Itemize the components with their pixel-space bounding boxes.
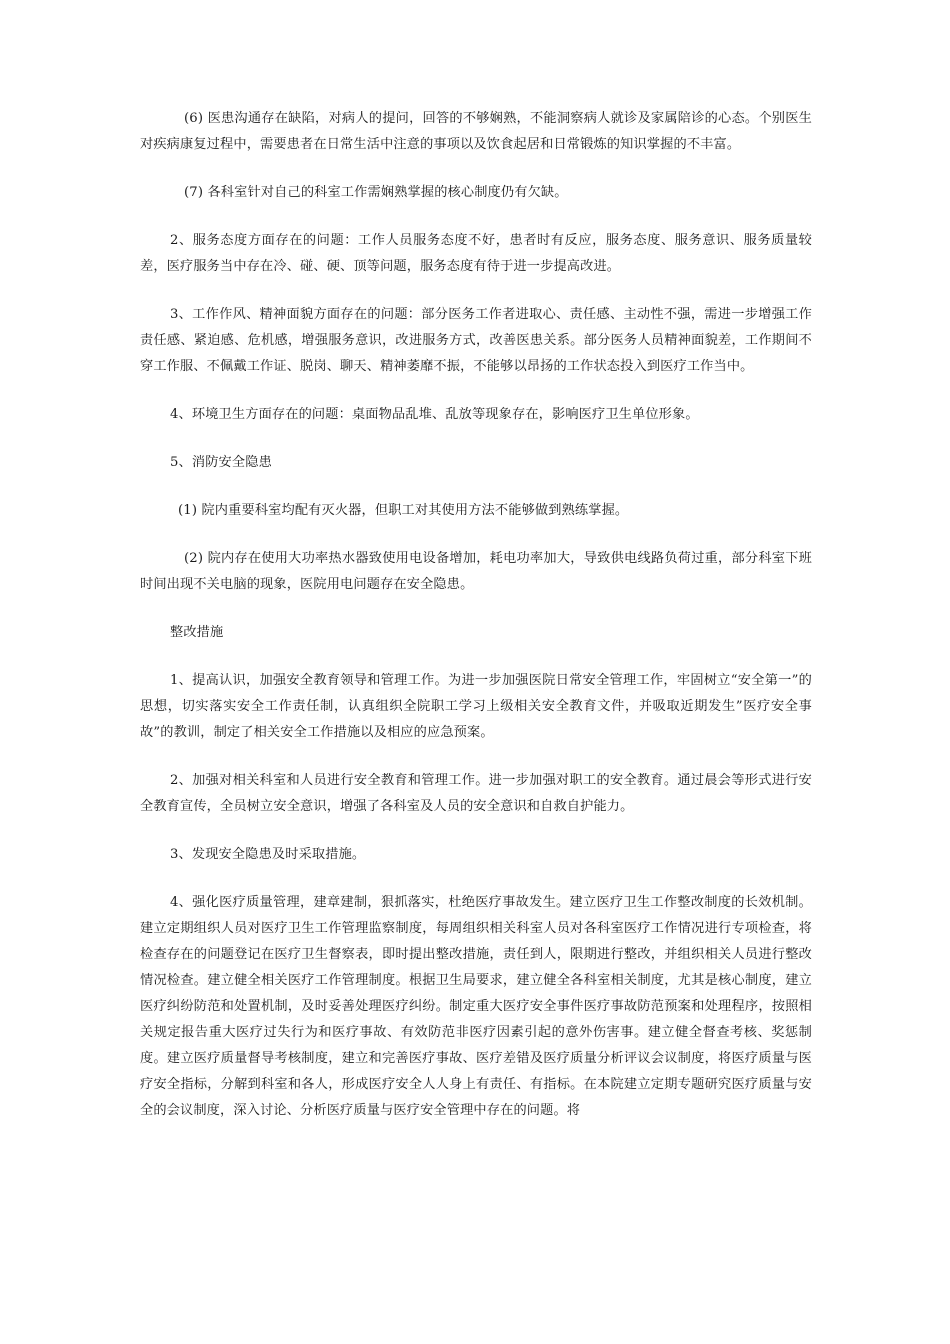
paragraph-environment: 4、环境卫生方面存在的问题：桌面物品乱堆、乱放等现象存在，影响医疗卫生单位形象。 bbox=[170, 407, 699, 422]
paragraph-work-style: 3、工作作风、精神面貌方面存在的问题：部分医务工作者进取心、责任感、主动性不强，需进一步增强工作责任感、紧迫感、危机感，增强服务意识，改进服务方式，改善医患关系。部分医务人员精神面貌差，工作期间不穿工作服、不佩戴工作证、脱岗、聊天、精神萎靡不振，不能够以昂扬的工作状态投入到医疗工作当中。 bbox=[140, 307, 812, 374]
paragraph-7-core-system: (7) 各科室针对自己的科室工作需娴熟掌握的核心制度仍有欠缺。 bbox=[184, 185, 568, 200]
paragraph-measure-1: 1、提高认识，加强安全教育领导和管理工作。为进一步加强医院日常安全管理工作，牢固树立“安全第一”的思想，切实落实安全工作责任制，认真组织全院职工学习上级相关安全教育文件，并吸取近期发生”医疗安全事故”的教训，制定了相关安全工作措施以及相应的应急预案。 bbox=[140, 673, 812, 740]
paragraph-measure-4: 4、强化医疗质量管理，建章建制，狠抓落实，杜绝医疗事故发生。建立医疗卫生工作整改制度的长效机制。建立定期组织人员对医疗卫生工作管理监察制度，每周组织相关科室人员对各科室医疗工作情况进行专项检查，将检查存在的问题登记在医疗卫生督察表，即时提出整改措施，责任到人，限期进行整改，并组织相关人员进行整改情况检查。建立健全相关医疗工作管理制度。根据卫生局要求，建立健全各科室相关制度，尤其是核心制度，建立医疗纠纷防范和处置机制，及时妥善处理医疗纠纷。制定重大医疗安全事件医疗事故防范预案和处理程序，按照相关规定报告重大医疗过失行为和医疗事故、有效防范非医疗因素引起的意外伤害事。建立健全督查考核、奖惩制度。建立医疗质量督导考核制度，建立和完善医疗事故、医疗差错及医疗质量分析评议会议制度，将医疗质量与医疗安全指标，分解到科室和各人，形成医疗安全人人身上有责任、有指标。在本院建立定期专题研究医疗质量与安全的会议制度，深入讨论、分析医疗质量与医疗安全管理中存在的问题。将 bbox=[140, 895, 812, 1118]
paragraph-service-attitude: 2、服务态度方面存在的问题：工作人员服务态度不好，患者时有反应，服务态度、服务意识、服务质量较差，医疗服务当中存在冷、碰、硬、顶等问题，服务态度有待于进一步提高改进。 bbox=[140, 233, 812, 274]
section-heading-rectification: 整改措施 bbox=[170, 625, 224, 640]
document-body bbox=[140, 106, 812, 1146]
paragraph-6-communication: (6) 医患沟通存在缺陷，对病人的提问，回答的不够娴熟，不能洞察病人就诊及家属陪诊的心态。个别医生对疾病康复过程中，需要患者在日常生活中注意的事项以及饮食起居和日常锻炼的知识掌握的不丰富。 bbox=[140, 111, 812, 152]
paragraph-measure-2: 2、加强对相关科室和人员进行安全教育和管理工作。进一步加强对职工的安全教育。通过晨会等形式进行安全教育宣传，全员树立安全意识，增强了各科室及人员的安全意识和自救自护能力。 bbox=[140, 773, 812, 814]
paragraph-fire-extinguisher: (1) 院内重要科室均配有灭火器，但职工对其使用方法不能够做到熟练掌握。 bbox=[178, 503, 629, 518]
paragraph-measure-3: 3、发现安全隐患及时采取措施。 bbox=[170, 847, 366, 862]
paragraph-electricity: (2) 院内存在使用大功率热水器致使用电设备增加，耗电功率加大，导致供电线路负荷过重，部分科室下班时间出现不关电脑的现象，医院用电问题存在安全隐患。 bbox=[140, 551, 812, 592]
paragraph-fire-safety-heading: 5、消防安全隐患 bbox=[170, 455, 272, 470]
